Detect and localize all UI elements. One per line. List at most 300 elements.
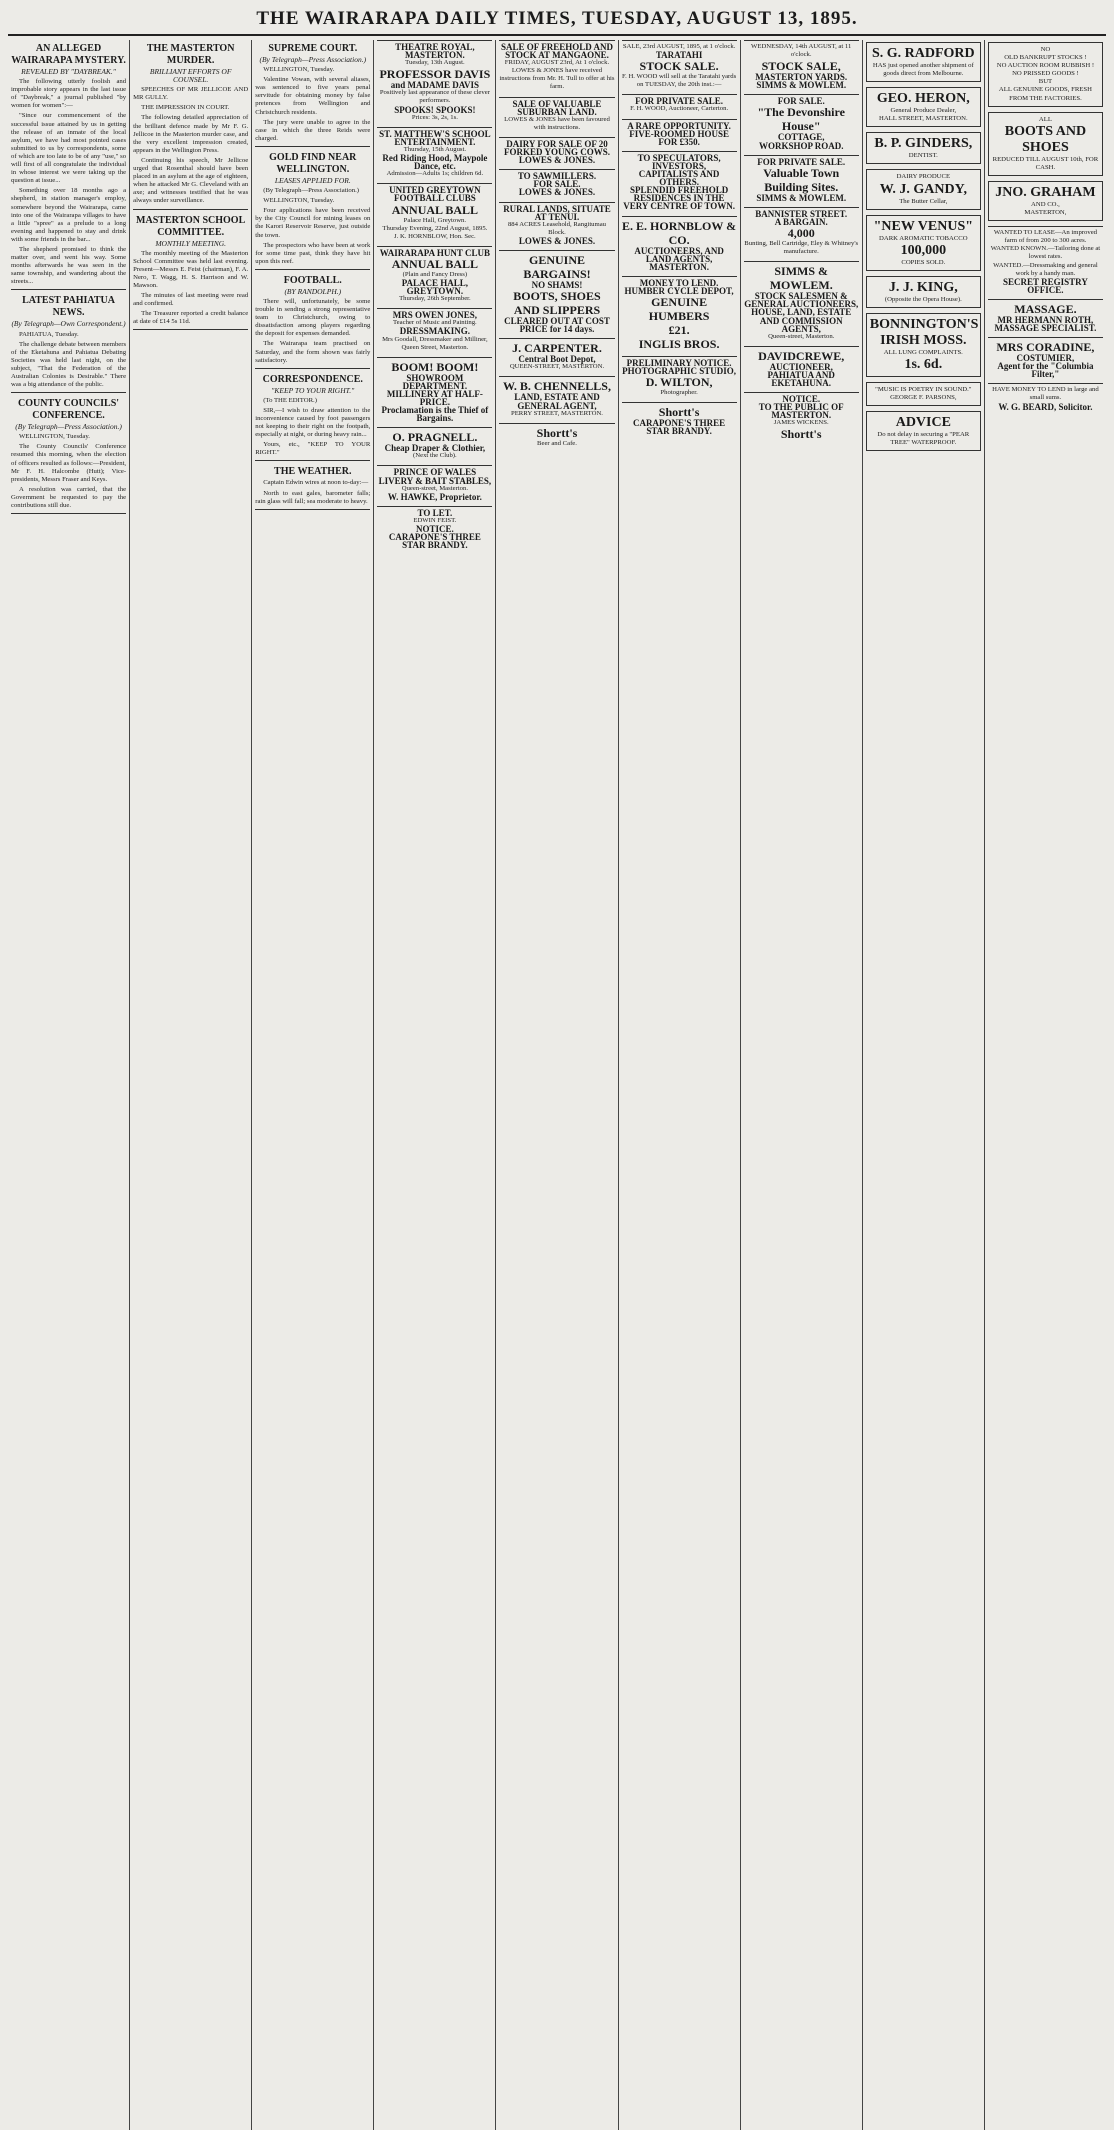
ad-line: CLEARED OUT AT COST PRICE for 14 days. [504,316,610,335]
advertisement [622,216,737,271]
column-rule [133,209,248,210]
ad-line: MASTERTON, [1024,209,1067,217]
ad-line: J. K. HORNBLOW, Hon. Sec. [394,232,476,240]
ad-line: PERRY STREET, MASTERTON. [510,409,603,417]
advertisement [988,181,1103,221]
article-subheading: BRILLIANT EFFORTS OF COUNSEL. [149,67,232,85]
article-paragraph: The Wairarapa team practised on Saturday, and the form shown was fairly satisfactory. [255,340,371,364]
article-heading: THE MASTERTON MURDER. [146,43,235,66]
advertisement [622,94,737,113]
ad-line: SHOWROOM DEPARTMENT. [402,372,468,391]
ad-line: BONNINGTON'S [869,316,979,332]
article-paragraph: Something over 18 months ago a shepherd, in station manager's employ, somewhere beyond the Wairarapa, came into one of the Wairarapa villages to have a little "spree" as a prelude to a long evening and happened to stay and drink with some friends in the bar... [11,187,127,243]
article [11,295,126,393]
article-paragraph: The Treasurer reported a credit balance at date of £14 5s 11d. [133,310,249,326]
advertisement [499,40,614,92]
ad-line: WANTED KNOWN.—Tailoring done at lowest rates. [990,245,1101,261]
ad-line: WANTED TO LEASE—An improved farm of from 200 to 300 acres. [993,229,1098,245]
advertisement [988,337,1103,378]
ad-line: HALL STREET, MASTERTON. [879,115,968,123]
advertisement [866,87,981,127]
ad-line: HOUSE, LAND, ESTATE AND COMMISSION AGENTS, [751,307,852,334]
ad-line: COPIES SOLD. [901,258,946,266]
ad-line: £21. [668,322,690,337]
advertisement [988,299,1103,332]
ad-line: SIMMS & MOWLEM. [756,192,847,203]
ad-line: AUCTIONEERS, AND LAND AGENTS, MASTERTON. [634,245,724,272]
ad-line: NOTICE. [782,394,821,405]
article-subheading: (By Telegraph—Press Association.) [259,55,367,64]
ad-line: TO SAWMILLERS. [517,171,597,182]
advertisement [866,132,981,164]
article-heading: FOOTBALL. [283,274,342,286]
article-body [255,187,370,266]
article-heading: CORRESPONDENCE. [262,373,363,385]
article-heading: THE WEATHER. [274,466,352,478]
ad-line: Proclamation is the Thief of Bargains. [381,405,489,424]
article-heading: LATEST PAHIATUA NEWS. [22,295,115,319]
ad-line: BOOTS, SHOES AND SLIPPERS [513,289,601,318]
ad-line: QUEEN-STREET, MASTERTON. [509,363,605,371]
ad-line: Thursday, 26th September. [399,295,471,303]
advertisement [622,276,737,351]
article [255,374,370,462]
article-paragraph: There will, unfortunately, be some trouble in sending a strong representative team to Christchurch, owing to dissatisfaction among players regarding the deposit for expenses demanded. [255,297,371,338]
ad-line: NO PRISSED GOODS ! [1012,70,1079,78]
ad-line: SPLENDID FREEHOLD RESIDENCES IN THE VERY CENTRE OF TOWN. [623,185,735,212]
article-paragraph: Yours, etc., "KEEP TO YOUR RIGHT." [255,441,371,457]
ad-line: PRELIMINARY NOTICE. [626,357,732,368]
ad-line: MR HERMANN ROTH, [997,314,1094,325]
article-body [11,331,126,390]
column-rule [255,269,370,270]
ad-line: INGLIS BROS. [638,336,720,351]
column-9 [985,40,1106,2130]
ad-line: HAS just opened another shipment of goods direct from Melbourne. [872,62,974,78]
ad-line: ANNUAL BALL [391,256,479,271]
article-heading: AN ALLEGED WAIRARAPA MYSTERY. [11,43,126,66]
ad-line: GEO. HERON, [876,91,970,107]
advertisement [377,506,492,549]
ad-line: F. H. WOOD will sell at the Taratahi yards on TUESDAY, the 20th inst.:— [621,73,737,89]
ad-line: WEDNESDAY, 14th AUGUST, at 11 o'clock. [751,43,852,59]
ad-line: Teacher of Music and Painting. [393,319,477,327]
ad-line: EDWIN FEIST. [413,516,457,524]
advertisement [744,207,859,256]
ad-line: GEORGE F. PARSONS, [890,394,957,402]
ad-line: NO SHAMS! [531,279,583,290]
ad-line: TO THE PUBLIC OF MASTERTON. [758,402,844,421]
ad-line: 4,000 [787,226,815,241]
ad-line: Prices: 3s, 2s, 1s. [411,113,458,121]
ad-line: ADVICE [895,415,951,431]
ad-line: "NEW VENUS" [873,218,974,234]
ad-line: B. P. GINDERS, [874,136,973,152]
ad-line: GENUINE BARGAINS! [523,252,591,281]
advertisement [499,250,614,333]
ad-line: Agent for the "Columbia Filter," [997,361,1094,380]
advertisement [499,202,614,245]
ad-line: Bunting, Bell Cartridge, Eley & Whitney's manufacture. [744,240,859,256]
ad-line: MRS CORADINE, [996,340,1095,355]
article-paragraph: The monthly meeting of the Masterton School Committee was held last evening. Present—Messrs E. Feist (chairman), F. A. Nero, T. Wagg, H. S. Harrison and W. Mawson. [133,249,249,289]
ad-line: J. J. KING, [888,279,958,295]
ad-line: PALACE HALL, GREYTOWN. [401,277,469,297]
article-subheading: (BY RANDOLPH.) [284,286,342,296]
ad-line: FOR SALE. [533,179,581,190]
article [255,466,370,509]
ad-line: LOWES & JONES have been favoured with instructions. [504,115,610,131]
ad-line: BANNISTER STREET. [755,208,848,219]
ad-line: (Opposite the Opera House). [884,295,962,303]
article [133,215,248,331]
ad-line: Valuable Town Building Sites. [763,165,840,194]
ad-line: SIMMS & MOWLEM. [756,80,847,91]
ad-line: W. B. CHENNELLS, [503,379,611,394]
ad-line: CARAPONE'S THREE STAR BRANDY. [388,532,481,551]
article-paragraph: Four applications have been received by the City Council for mining leases on the Karori Reservoir Reserve, just outside the town. [255,207,371,239]
ad-line: HAVE MONEY TO LEND in large and small sums. [992,386,1099,402]
ad-line: F. H. WOOD, Auctioneer, Carterton. [630,105,729,113]
article-paragraph: A resolution was carried, that the Government be requested to pay the contributions still due. [11,485,127,510]
ad-line: JNO. GRAHAM [995,184,1096,200]
ad-line: and MADAME DAVIS [390,80,480,91]
article-body [255,298,370,365]
advertisement [988,383,1103,410]
article [11,398,126,514]
ad-line: COSTUMIER, [1016,353,1075,364]
ad-line: SPOOKS! SPOOKS! [394,104,476,115]
article-paragraph: The challenge debate between members of the Eketahuna and Pahiatua Debating Societies was held last night, on the subject, "That the Federation of the Australian Colonies is Desirable." There was a big attendance of the public. [11,340,127,389]
article-paragraph: The prospectors who have been at work for some time past, think they have hit upon this reef. [255,241,371,265]
ad-line: Queen-street, Masterton. [401,484,469,492]
advertisement [377,427,492,460]
ad-line: S. G. RADFORD [871,46,975,61]
ad-line: REDUCED TILL AUGUST 10th, FOR CASH. [992,155,1099,171]
ad-line: DENTIST. [908,152,938,160]
ad-line: Palace Hall, Greytown. [403,216,467,224]
article-heading: COUNTY COUNCILS' CONFERENCE. [18,398,120,422]
advertisement [866,169,981,209]
ad-line: MASTERTON YARDS. [755,72,848,83]
article-body [11,78,126,286]
ad-line: Central Boot Depot, [518,354,596,365]
ad-line: DAIRY PRODUCE [896,173,951,181]
advertisement [499,97,614,132]
ad-line: Tuesday, 13th August. [405,59,465,67]
column-rule [11,513,126,514]
ad-line: DARK AROMATIC TOBACCO [879,234,968,242]
article-subheading: (By Telegraph—Own Correspondent.) [11,319,126,329]
advertisement [377,465,492,500]
ad-line: STOCK SALESMEN & GENERAL AUCTIONEERS, [744,291,859,310]
advertisement [499,376,614,417]
ad-line: FOR SALE. [777,96,825,107]
column-rule [133,329,248,330]
ad-line: BOOTS AND SHOES [1004,123,1087,155]
column-rule [11,289,126,290]
column-5 [496,40,618,2130]
ad-line: General Produce Dealer, [890,107,957,115]
advertisement [866,276,981,308]
ad-line: STOCK SALE, [761,59,841,74]
ad-line: "MUSIC IS POETRY IN SOUND." [875,386,972,394]
ad-line: A BARGAIN. [774,216,828,227]
ad-line: Shortt's [780,427,822,442]
ad-line: WAIRARAPA HUNT CLUB [379,247,490,258]
advertisement [377,308,492,351]
ad-line: TARATAHI [655,50,703,61]
advertisement [988,42,1103,107]
column-rule [255,146,370,147]
ad-line: CARAPONE'S THREE STAR BRANDY. [633,418,726,437]
article [255,275,370,369]
article-paragraph: "Since our commencement of the successful issue attained by us in getting the release of an inmate of the local asylum, we have had most pointed cases submitted to us by correspondents, some of which are too late to be of any "use," so will first of all congratulate the individual in whose interest we were taking up the question at issue... [11,112,127,185]
ad-line: MASSAGE SPECIALIST. [994,322,1097,333]
article-body [255,479,370,505]
ad-line: O. PRAGNELL. [392,430,478,445]
advertisement [622,402,737,435]
article-subheading: LEASES APPLIED FOR. [274,175,351,185]
article-body [255,66,370,143]
advertisement [744,392,859,441]
ad-line: LIVERY & BAIT STABLES, [378,475,492,486]
advertisement [866,42,981,82]
ad-line: (Plain and Fancy Dress) [402,270,468,278]
ad-line: AUCTIONEER, [769,361,833,372]
ad-line: "The Devonshire House" [757,105,845,134]
article-paragraph: PAHIATUA, Tuesday. [19,330,79,338]
advertisement [744,40,859,89]
advertisement [377,357,492,423]
article-paragraph: The jury were unable to agree in the case in which the three Reids were charged. [255,118,371,142]
ad-line: COTTAGE, [777,132,825,143]
column-8 [863,40,985,2130]
ad-line: MONEY TO LEND. [639,277,719,288]
ad-line: LOWES & JONES have received instructions from Mr. H. Tull to offer at his farm. [499,67,615,91]
article-body [133,86,248,205]
column-1 [8,40,130,2130]
ad-line: W. G. BEARD, Solicitor. [998,401,1093,412]
ad-line: FIVE-ROOMED HOUSE FOR £350. [629,128,729,147]
column-rule [255,460,370,461]
ad-line: Red Riding Hood, Maypole Dance, etc. [382,153,488,172]
article-subheading: REVEALED BY "DAYBREAK." [21,67,116,76]
article-paragraph: The following detailed appreciation of the brilliant defence made by Mr F. G. Jellicoe in the Masterton murder case, and the very excellent impression created, appears in the Wellington Press. [133,114,249,154]
ad-line: LOWES & JONES. [518,187,596,198]
ad-line: Thursday, 15th August. [403,145,467,153]
advertisement [866,313,981,377]
article-subheading: (By Telegraph—Press Association.) [15,422,122,432]
ad-line: The Butter Cellar, [899,197,948,205]
article-subheading: MONTHLY MEETING. [155,238,227,248]
ad-line: SALE, 23rd AUGUST, 1895, at 1 o'clock. [622,43,736,50]
ad-line: SIMMS & MOWLEM. [769,264,833,293]
article-subheading: "KEEP TO YOUR RIGHT." [271,385,355,395]
ad-line: Cheap Draper & Clothier, [384,443,486,454]
article [133,43,248,210]
ad-line: NO AUCTION ROOM RUBBISH ! [996,62,1095,70]
ad-line: PHOTOGRAPHIC STUDIO, [622,366,737,377]
ad-line: LOWES & JONES. [518,155,596,166]
ad-line: 1s. 6d. [904,357,943,373]
article-paragraph: WELLINGTON, Tuesday. [263,66,335,74]
ad-line: BOOM! BOOM! [391,359,479,374]
ad-line: GENUINE HUMBERS [648,294,710,323]
ad-line: WORKSHOP ROAD. [758,140,844,151]
column-rule [255,368,370,369]
ad-line: MILLINERY AT HALF-PRICE. [386,388,483,407]
ad-line: FRIDAY, AUGUST 23rd, At 1 o'clock. [504,59,610,67]
ad-line: 884 ACRES Leasehold, Rangitumau Block. [507,220,607,236]
ad-line: ANNUAL BALL [391,202,479,217]
ad-line: PAHIATUA AND EKETAHUNA. [767,369,835,388]
article-paragraph: The minutes of last meeting were read and confirmed. [133,292,249,308]
article-paragraph: THE IMPRESSION IN COURT. [141,104,230,112]
ad-line: A RARE OPPORTUNITY. [627,120,731,131]
ad-line: Shortt's [536,425,578,440]
ad-line: AND CO., [1031,200,1060,208]
column-6 [619,40,741,2130]
ad-line: W. J. GANDY, [879,181,967,197]
advertisement [499,338,614,371]
advertisement [622,151,737,211]
ad-line: RURAL LANDS, SITUATE AT TENUI. [503,203,611,222]
ad-line: FOR PRIVATE SALE. [635,96,724,107]
ad-line: Queen-street, Masterton. [768,332,835,340]
advertisement [866,382,981,406]
ad-line: J. CARPENTER. [512,341,602,356]
ad-line: STOCK SALE. [639,59,719,74]
article-paragraph: (To THE EDITOR.) [263,396,317,404]
advertisement [499,169,614,196]
ad-line: OLD BANKRUPT STOCKS ! [1004,54,1087,62]
column-3 [252,40,374,2130]
article-paragraph: Continuing his speech, Mr Jellicoe urged that Rosenthal should have been placed in an asylum at the age of eighteen, when he attacked Mr G. Cleveland with an axe; and witnesses testified that he was always under surveillance. [133,156,249,205]
ad-line: TO LET. [417,507,453,518]
article-body [11,433,126,510]
article [11,43,126,290]
column-rule [11,392,126,393]
ad-line: NOTICE. [416,524,454,535]
ad-line: Positively last appearance of these clever performers. [379,89,490,105]
ad-line: MRS OWEN JONES, [392,310,478,321]
ad-line: MASSAGE. [1014,301,1077,316]
ad-line: ALL LUNG COMPLAINTS. [883,348,963,356]
advertisement [988,226,1103,294]
advertisement [499,137,614,164]
advertisement [866,411,981,451]
advertisement [866,215,981,271]
ad-line: PRINCE OF WALES [393,467,477,478]
ad-line: LAND, ESTATE AND GENERAL AGENT, [514,392,600,411]
article-paragraph: Captain Edwin wires at noon to-day:— [263,479,369,487]
advertisement [744,94,859,149]
ad-line: NO [1040,46,1051,53]
ad-line: WANTED.—Dressmaking and general work by a handy man. [993,261,1098,277]
ad-line: LOWES & JONES. [518,235,596,246]
advertisement [744,346,859,387]
article-paragraph: The County Councils' Conference resumed this morning, when the election of officers resulted as follows:—President, Mr F. H. Halcombe (Hutt); Vice-presidents, Messrs Fraser and Keys. [11,443,127,483]
ad-line: ALL [1038,115,1052,123]
ad-line: DAVIDCREWE, [758,348,845,363]
ad-line: Mrs Goodall, Dressmaker and Milliner, Queen Street, Masterton. [382,335,488,351]
advertisement [744,155,859,202]
ad-line: UNITED GREYTOWN FOOTBALL CLUBS [389,185,481,204]
ad-line: ST. MATTHEW'S SCHOOL ENTERTAINMENT. [379,128,491,147]
ad-line: DAIRY FOR SALE OF 20 FORKED YOUNG COWS. [504,138,610,158]
advertisement [622,356,737,397]
article-paragraph: The following utterly foolish and improbable story appears in the last issue of "Daybreak," a journal published "by women for women":— [11,78,127,110]
ad-line: SALE OF VALUABLE SUBURBAN LAND. [512,98,602,117]
ad-line: Thursday Evening, 22nd August, 1895. [382,224,488,232]
ad-line: THEATRE ROYAL, MASTERTON. [395,42,475,61]
ad-line: PROFESSOR DAVIS [379,67,491,82]
article [255,152,370,270]
ad-line: BUT [1038,78,1053,86]
ad-line: Do not delay in securing a "PEAR TREE" WATERPROOF. [877,431,970,447]
article-paragraph: SIR,—I wish to draw attention to the inconvenience caused by foot passengers not keeping to their right on the footpath, especially at night, or during heavy rain... [255,406,371,439]
advertisement [622,119,737,146]
ad-line: W. HAWKE, Proprietor. [387,491,482,502]
article-paragraph: WELLINGTON, Tuesday. [19,433,90,441]
article-heading: SUPREME COURT. [268,43,358,54]
ad-line: E. E. HORNBLOW & CO. [622,218,737,247]
ad-line: TO SPECULATORS, INVESTORS, CAPITALISTS AND OTHERS. [637,152,721,188]
advertisement [499,423,614,448]
column-7 [741,40,863,2130]
ad-line: SALE OF FREEHOLD AND STOCK AT MANGAONE. [501,42,613,61]
article-heading: MASTERTON SCHOOL COMMITTEE. [136,214,246,238]
article-paragraph: SPEECHES OF MR JELLICOE AND MR GULLY. [133,86,249,102]
column-rule [255,509,370,510]
ad-line: FOR PRIVATE SALE. [757,156,846,167]
article-body [133,250,248,327]
column-4 [374,40,496,2130]
ad-line: Beer and Cafe. [537,439,577,447]
advertisement [377,183,492,240]
article-paragraph: WELLINGTON, Tuesday. [263,197,335,205]
ad-line: SECRET REGISTRY OFFICE. [1003,276,1088,295]
ad-line: ALL GENUINE GOODS, FRESH FROM THE FACTORIES. [998,86,1092,102]
article-paragraph: North to east gales, barometer falls; rain glass will fall; sea moderate to heavy. [255,489,371,505]
article-paragraph: Valentine Vowan, with several aliases, was sentenced to five years penal servitude for obtaining money by false pretences from Wellington and Christchurch residents. [255,76,371,116]
ad-line: Admission—Adults 1s; children 6d. [386,170,484,178]
column-2 [130,40,252,2130]
advertisement [622,40,737,89]
ad-line: (Next the Club). [413,452,457,460]
article-heading: GOLD FIND NEAR WELLINGTON. [269,151,357,175]
article-paragraph: (By Telegraph—Press Association.) [263,187,360,195]
ad-line: DRESSMAKING. [399,326,471,337]
advertisement [377,246,492,303]
masthead-title: THE WAIRARAPA DAILY TIMES, TUESDAY, AUGUST 13, 1895. [8,6,1106,36]
article-paragraph: The shepherd promised to think the matter over, and went his way. Some months afterwards he was seen in the same township, and wandering about the streets... [11,245,127,286]
article-body [255,397,370,458]
ad-line: HUMBER CYCLE DEPOT, [624,285,734,296]
ad-line: 100,000 [900,242,947,258]
article [255,43,370,147]
advertisement [988,112,1103,176]
ad-line: D. WILTON, [645,375,713,390]
advertisement [744,261,859,341]
ad-line: JAMES WICKENS. [773,419,829,427]
column-container [8,40,1106,2130]
advertisement [377,40,492,122]
ad-line: Photographer. [660,389,698,397]
ad-line: IRISH MOSS. [880,332,967,348]
ad-line: Shortt's [658,405,700,420]
